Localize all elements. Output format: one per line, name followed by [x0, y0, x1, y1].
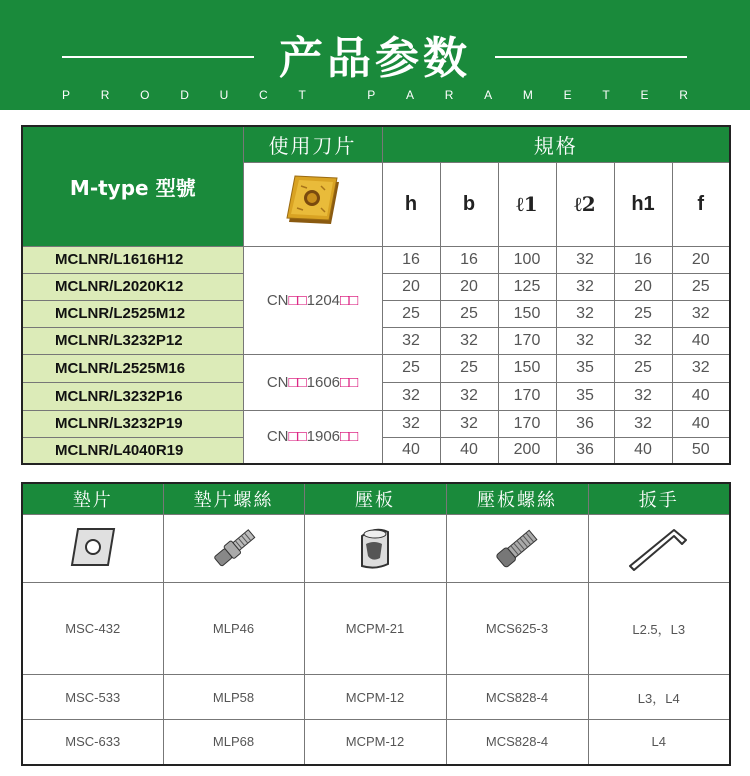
spec-value: 20 — [672, 246, 730, 273]
spec-value: 16 — [440, 246, 498, 273]
spec-value: 16 — [614, 246, 672, 273]
subtitle-letter: E — [640, 88, 649, 102]
part-code: L2.5，L3 — [588, 583, 730, 675]
spec-value: 20 — [614, 273, 672, 300]
spec-value: 35 — [556, 382, 614, 410]
col-l2: ℓ2 — [556, 162, 614, 246]
subtitle-letter: A — [484, 88, 493, 102]
spec-value: 40 — [672, 382, 730, 410]
spec-value: 40 — [672, 327, 730, 354]
subtitle-letter: M — [522, 88, 533, 102]
subtitle-letter: R — [100, 88, 110, 102]
shim-icon — [68, 525, 118, 569]
part-code: MLP68 — [163, 720, 304, 765]
spec-row — [22, 410, 730, 437]
spec-value: 100 — [498, 246, 556, 273]
spec-value: 32 — [440, 410, 498, 437]
part-code: MSC-432 — [22, 583, 163, 675]
model-cell: MCLNR/L2525M12 — [22, 300, 243, 327]
part-code: L4 — [588, 720, 730, 765]
insert-code-part: CN — [266, 291, 289, 309]
placeholder-box: □□ — [288, 428, 307, 446]
subtitle-letter: T — [298, 88, 306, 102]
parts-row — [22, 583, 730, 675]
placeholder-box: □□ — [288, 291, 307, 309]
spec-value: 36 — [556, 410, 614, 437]
clamp-screw-icon — [487, 522, 547, 572]
insert-code-cell — [243, 410, 382, 464]
part-code: MCPM-21 — [304, 583, 446, 675]
subtitle-letter: U — [219, 88, 229, 102]
spec-value: 32 — [382, 327, 440, 354]
col-h1: h1 — [614, 162, 672, 246]
part-code: MLP46 — [163, 583, 304, 675]
subtitle-letter: A — [406, 88, 415, 102]
spec-value: 25 — [614, 354, 672, 382]
shim-screw-image-cell — [163, 515, 304, 583]
insert-code-part: CN — [266, 373, 289, 391]
shim-image-cell — [22, 515, 163, 583]
placeholder-box: □□ — [288, 373, 307, 391]
model-cell: MCLNR/L3232P19 — [22, 410, 243, 437]
subtitle-letter: P — [62, 88, 71, 102]
spec-value: 20 — [382, 273, 440, 300]
spec-value: 150 — [498, 354, 556, 382]
col-h: h — [382, 162, 440, 246]
subtitle-letter: R — [679, 88, 688, 102]
header-wrench: 扳手 — [588, 483, 730, 515]
spec-value: 32 — [382, 410, 440, 437]
subtitle-letter: T — [602, 88, 610, 102]
header-banner — [0, 0, 750, 110]
header-shim: 墊片 — [22, 483, 163, 515]
spec-row — [22, 354, 730, 382]
spec-value: 40 — [672, 410, 730, 437]
subtitle-letter: R — [444, 88, 454, 102]
parts-row — [22, 720, 730, 765]
spec-value: 170 — [498, 410, 556, 437]
col-f: f — [672, 162, 730, 246]
spec-value: 32 — [556, 327, 614, 354]
insert-code-part: 1606 — [306, 373, 341, 391]
part-code: MCPM-12 — [304, 675, 446, 720]
placeholder-box: □□ — [340, 428, 359, 446]
col-b: b — [440, 162, 498, 246]
spec-value: 25 — [614, 300, 672, 327]
model-cell: MCLNR/L3232P16 — [22, 382, 243, 410]
spec-value: 32 — [672, 300, 730, 327]
model-cell: MCLNR/L2525M16 — [22, 354, 243, 382]
page-subtitle — [62, 88, 688, 102]
insert-code-cell — [243, 246, 382, 354]
subtitle-letter: O — [140, 88, 150, 102]
subtitle-letter: P — [367, 88, 376, 102]
spec-value: 35 — [556, 354, 614, 382]
spec-value: 16 — [382, 246, 440, 273]
subtitle-letter: E — [563, 88, 572, 102]
spec-value: 20 — [440, 273, 498, 300]
page-title: 产品参数 — [279, 33, 471, 84]
part-code: MCPM-12 — [304, 720, 446, 765]
subtitle-letter: D — [180, 88, 189, 102]
insert-image-cell — [243, 162, 382, 246]
cnmg-insert-icon — [277, 172, 349, 232]
spec-value: 32 — [556, 246, 614, 273]
shim-screw-icon — [204, 522, 264, 572]
placeholder-box: □□ — [340, 373, 359, 391]
parts-row — [22, 675, 730, 720]
spec-value: 125 — [498, 273, 556, 300]
part-code: MLP58 — [163, 675, 304, 720]
spec-value: 40 — [382, 437, 440, 464]
spec-value: 36 — [556, 437, 614, 464]
part-code: MCS828-4 — [446, 675, 588, 720]
spec-value: 25 — [440, 300, 498, 327]
spec-value: 32 — [672, 354, 730, 382]
spec-value: 40 — [440, 437, 498, 464]
model-cell: MCLNR/L4040R19 — [22, 437, 243, 464]
placeholder-box: □□ — [340, 291, 359, 309]
header-clamp-screw: 壓板螺絲 — [446, 483, 588, 515]
insert-code-part: 1906 — [306, 428, 341, 446]
wrench-image-cell — [588, 515, 730, 583]
spec-value: 200 — [498, 437, 556, 464]
part-code: MCS625-3 — [446, 583, 588, 675]
model-header: M-type 型號 — [22, 126, 243, 246]
spec-value: 170 — [498, 327, 556, 354]
insert-header: 使用刀片 — [243, 126, 382, 162]
subtitle-letter: C — [259, 88, 268, 102]
header-clamp: 壓板 — [304, 483, 446, 515]
part-code: L3，L4 — [588, 675, 730, 720]
spec-value: 32 — [440, 327, 498, 354]
spec-value: 32 — [556, 273, 614, 300]
clamp-icon — [350, 522, 400, 572]
spec-value: 50 — [672, 437, 730, 464]
spec-value: 32 — [614, 410, 672, 437]
insert-code-part: CN — [266, 428, 289, 446]
spec-header: 規格 — [382, 126, 730, 162]
clamp-screw-image-cell — [446, 515, 588, 583]
spec-value: 150 — [498, 300, 556, 327]
spec-value: 32 — [382, 382, 440, 410]
part-code: MSC-533 — [22, 675, 163, 720]
part-code: MCS828-4 — [446, 720, 588, 765]
header-shim-screw: 墊片螺絲 — [163, 483, 304, 515]
spec-value: 25 — [382, 354, 440, 382]
model-cell: MCLNR/L2020K12 — [22, 273, 243, 300]
spec-value: 32 — [440, 382, 498, 410]
model-cell: MCLNR/L1616H12 — [22, 246, 243, 273]
spec-table — [21, 125, 731, 465]
spec-value: 25 — [672, 273, 730, 300]
parts-table — [21, 482, 731, 766]
col-l1: ℓ1 — [498, 162, 556, 246]
hex-wrench-icon — [624, 522, 694, 572]
spec-value: 170 — [498, 382, 556, 410]
spec-value: 25 — [382, 300, 440, 327]
clamp-image-cell — [304, 515, 446, 583]
insert-code-part: 1204 — [306, 291, 341, 309]
spec-value: 32 — [614, 382, 672, 410]
spec-value: 40 — [614, 437, 672, 464]
spec-value: 25 — [440, 354, 498, 382]
title-rule-right — [495, 56, 687, 58]
spec-value: 32 — [614, 327, 672, 354]
spec-row — [22, 246, 730, 273]
spec-value: 32 — [556, 300, 614, 327]
part-code: MSC-633 — [22, 720, 163, 765]
insert-code-cell — [243, 354, 382, 410]
model-cell: MCLNR/L3232P12 — [22, 327, 243, 354]
